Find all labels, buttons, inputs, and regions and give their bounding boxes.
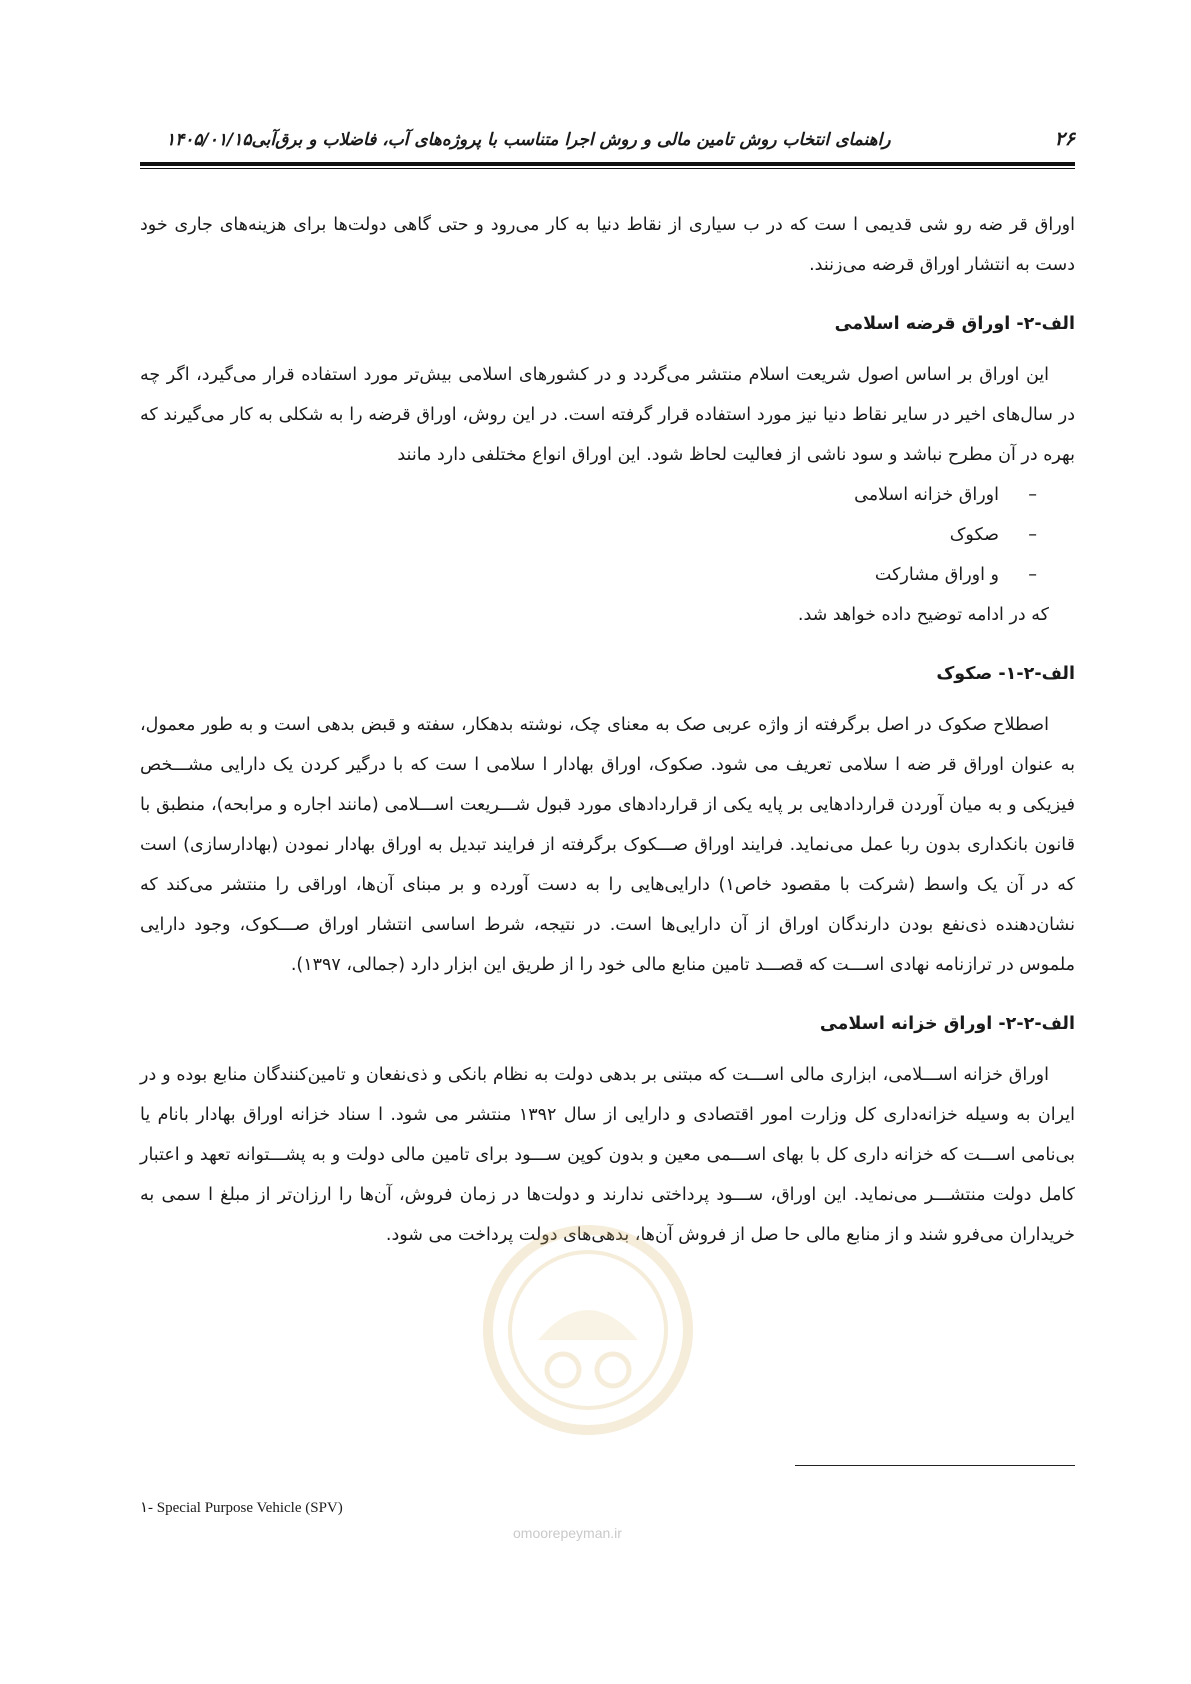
- list-item-text: اوراق خزانه اسلامی: [854, 485, 999, 505]
- footnote-rule: [795, 1465, 1075, 1466]
- running-title-text: راهنمای انتخاب روش تامین مالی و روش اجرا متناسب با پروژه‌های آب، فاضلاب و برق‌آبی: [251, 130, 891, 150]
- list-item-text: و اوراق مشارکت: [874, 565, 999, 585]
- list-item: [140, 475, 1075, 515]
- list-item: [140, 515, 1075, 555]
- bond-types-list: [140, 475, 1075, 595]
- section-a22-paragraph: اوراق خزانه اســـلامی، ابزاری مالی اســـت که مبتنی بر بدهی دولت به نظام بانکی و ذی‌نفعان و تامین‌کنندگان منابع بوده و در ایران به وسیله خزانه‌داری کل وزارت امور اقتصادی و دارایی از سال ۱۳۹۲ منتشر می شود. ا سناد خزانه اوراق بهادار بانام یا بی‌نامی اســـت که خزانه داری کل با بهای اســـمی معین و بدون کوپن ســـود برای تامین مالی دولت و به پشـــتوانه تعهد و اعتبار کامل دولت منتشـــر می‌نماید. این اوراق، ســـود پرداختی ندارند و دولت‌ها در زمان فروش، آن‌ها را ارزان‌تر از مبلغ ا سمی به خریداران می‌فرو شند و از منابع مالی حا صل از فروش آن‌ها، بدهی‌های دولت پرداخت می شود.: [140, 1065, 1075, 1245]
- after-list-sentence: که در ادامه توضیح داده خواهد شد.: [797, 605, 1049, 625]
- running-title-date: ۱۴۰۵/۰۱/۱۵: [166, 130, 252, 150]
- header-rule: [140, 162, 1075, 169]
- list-item-text: صکوک: [949, 525, 999, 545]
- section-a2-paragraph: این اوراق بر اساس اصول شریعت اسلام منتشر می‌گردد و در کشورهای اسلامی بیش‌تر مورد استفاده قرار می‌گیرد، اگر چه در سال‌های اخیر در سایر نقاط دنیا نیز مورد استفاده قرار گرفته است. در این روش، اوراق قرضه را به شکلی به کار می‌گیرند که بهره در آن مطرح نباشد و سود ناشی از فعالیت لحاظ شود. این اوراق انواع مختلفی دارد مانند: [140, 365, 1075, 465]
- intro-paragraph: اوراق قر ضه رو شی قدیمی ا ست که در ب سیاری از نقاط دنیا به کار می‌رود و حتی گاهی دولت‌ها برای هزینه‌های جاری خود دست به انتشار اوراق قرضه می‌زنند.: [140, 215, 1075, 275]
- section-heading-a21: الف-۲-۱- صکوک: [936, 664, 1075, 684]
- document-body: [140, 205, 1075, 1255]
- section-heading-a2: الف-۲- اوراق قرضه اسلامی: [834, 314, 1075, 334]
- dash-bullet: –: [1028, 525, 1037, 545]
- dash-bullet: –: [1028, 485, 1037, 505]
- list-item: [140, 555, 1075, 595]
- section-heading-a22: الف-۲-۲- اوراق خزانه اسلامی: [819, 1014, 1075, 1034]
- section-a21-paragraph: اصطلاح صکوک در اصل برگرفته از واژه عربی صک به معنای چک، نوشته بدهکار، سفته و قبض بدهی است و به طور معمول، به عنوان اوراق قر ضه ا سلامی تعریف می شود. صکوک، اوراق بهادار ا سلامی ا ست که با درگیر کردن یک دارایی مشـــخص فیزیکی و به میان آوردن قراردادهایی بر پایه یکی از قراردادهای مورد قبول شـــریعت اســـلامی (مانند اجاره و مرابحه)، منطبق با قانون بانکداری بدون ربا عمل می‌نماید. فرایند اوراق صـــکوک برگرفته از فرایند تبدیل به اوراق بهادار نمودن (بهادارسازی) است که در آن یک واسط (شرکت با مقصود خاص۱) دارایی‌هایی را به دست آورده و بر مبنای آن‌ها، اوراقی را منتشر می‌کند که نشان‌دهنده ذی‌نفع بودن دارندگان اوراق از آن دارایی‌ها است. در نتیجه، شرط اساسی انتشار اوراق صـــکوک، وجود دارایی ملموس در ترازنامه نهادی اســـت که قصـــد تامین منابع مالی خود را از طریق این ابزار دارد (جمالی، ۱۳۹۷).: [140, 715, 1075, 975]
- dash-bullet: –: [1028, 565, 1037, 585]
- watermark-url: omoorepeyman.ir: [513, 1525, 622, 1541]
- page-header: [140, 128, 1075, 158]
- footnote: ۱- Special Purpose Vehicle (SPV): [140, 1500, 343, 1516]
- page-number: ۲۶: [1054, 128, 1075, 150]
- running-title: [140, 130, 891, 150]
